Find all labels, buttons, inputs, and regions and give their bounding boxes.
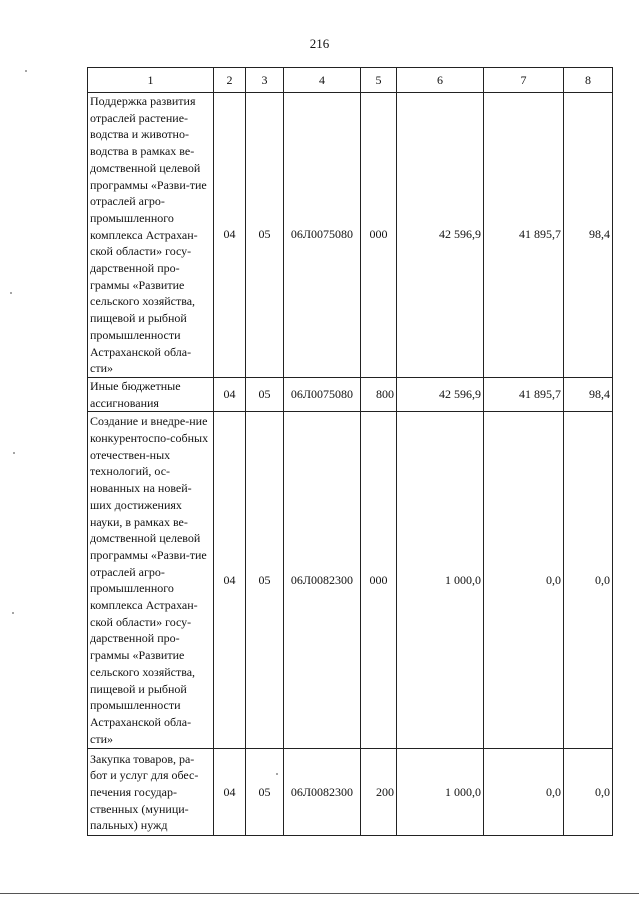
header-cell: 4: [284, 68, 361, 93]
execution-percent: 0,0: [564, 412, 613, 749]
target-article-code: 06Л0082300: [284, 412, 361, 749]
row-name: Поддержка развития отраслей растение-водства и животно-водства в рамках ве-домственной целевой программы «Разви-тие отраслей агро-промышленного комплекса Астрахан-ской области» госу-дарственной про-граммы «Развитие сельского хозяйства, пищевой и рыбной промышленности Астраханской обла-сти»: [88, 93, 214, 378]
header-cell: 2: [214, 68, 246, 93]
planned-amount: 42 596,9: [397, 377, 484, 411]
scan-speck: [13, 452, 15, 454]
table-row: [88, 412, 613, 749]
subsection-code: 05: [246, 749, 284, 836]
header-cell: 1: [88, 68, 214, 93]
expense-type-code: 000: [361, 412, 397, 749]
row-name: Иные бюджетные ассигнования: [88, 377, 214, 411]
subsection-code: 05: [246, 93, 284, 378]
target-article-code: 06Л0075080: [284, 93, 361, 378]
execution-percent: 0,0: [564, 749, 613, 836]
scan-speck: [276, 773, 278, 775]
page-number: 216: [309, 36, 330, 51]
planned-amount: 1 000,0: [397, 749, 484, 836]
actual-amount: 0,0: [484, 412, 564, 749]
table-row: [88, 93, 613, 378]
actual-amount: 41 895,7: [484, 377, 564, 411]
header-cell: 7: [484, 68, 564, 93]
header-cell: 5: [361, 68, 397, 93]
execution-percent: 98,4: [564, 377, 613, 411]
planned-amount: 1 000,0: [397, 412, 484, 749]
target-article-code: 06Л0075080: [284, 377, 361, 411]
header-cell: 8: [564, 68, 613, 93]
scan-speck: [10, 292, 12, 294]
actual-amount: 0,0: [484, 749, 564, 836]
expense-type-code: 200: [361, 749, 397, 836]
expense-type-code: 000: [361, 93, 397, 378]
table-header-row: [88, 68, 613, 93]
header-cell: 6: [397, 68, 484, 93]
section-code: 04: [214, 93, 246, 378]
actual-amount: 41 895,7: [484, 93, 564, 378]
expense-type-code: 800: [361, 377, 397, 411]
header-cell: 3: [246, 68, 284, 93]
table-row: [88, 377, 613, 411]
row-name: Закупка товаров, ра-бот и услуг для обес-печения государ-ственных (муници-пальных) нужд: [88, 749, 214, 836]
row-name: Создание и внедре-ние конкурентоспо-собных отечествен-ных технологий, ос-нованных на новей-ших достижениях науки, в рамках ве-домственной целевой программы «Разви-тие отраслей агро-промышленного комплекса Астрахан-ской области» госу-дарственной про-граммы «Развитие сельского хозяйства, пищевой и рыбной промышленности Астраханской обла-сти»: [88, 412, 214, 749]
section-code: 04: [214, 749, 246, 836]
section-code: 04: [214, 377, 246, 411]
subsection-code: 05: [246, 412, 284, 749]
scan-speck: [12, 612, 14, 614]
subsection-code: 05: [246, 377, 284, 411]
execution-percent: 98,4: [564, 93, 613, 378]
table-row: [88, 749, 613, 836]
target-article-code: 06Л0082300: [284, 749, 361, 836]
planned-amount: 42 596,9: [397, 93, 484, 378]
budget-table: [87, 67, 613, 836]
scan-bottom-edge: [0, 893, 639, 894]
scan-speck: [25, 70, 27, 72]
section-code: 04: [214, 412, 246, 749]
